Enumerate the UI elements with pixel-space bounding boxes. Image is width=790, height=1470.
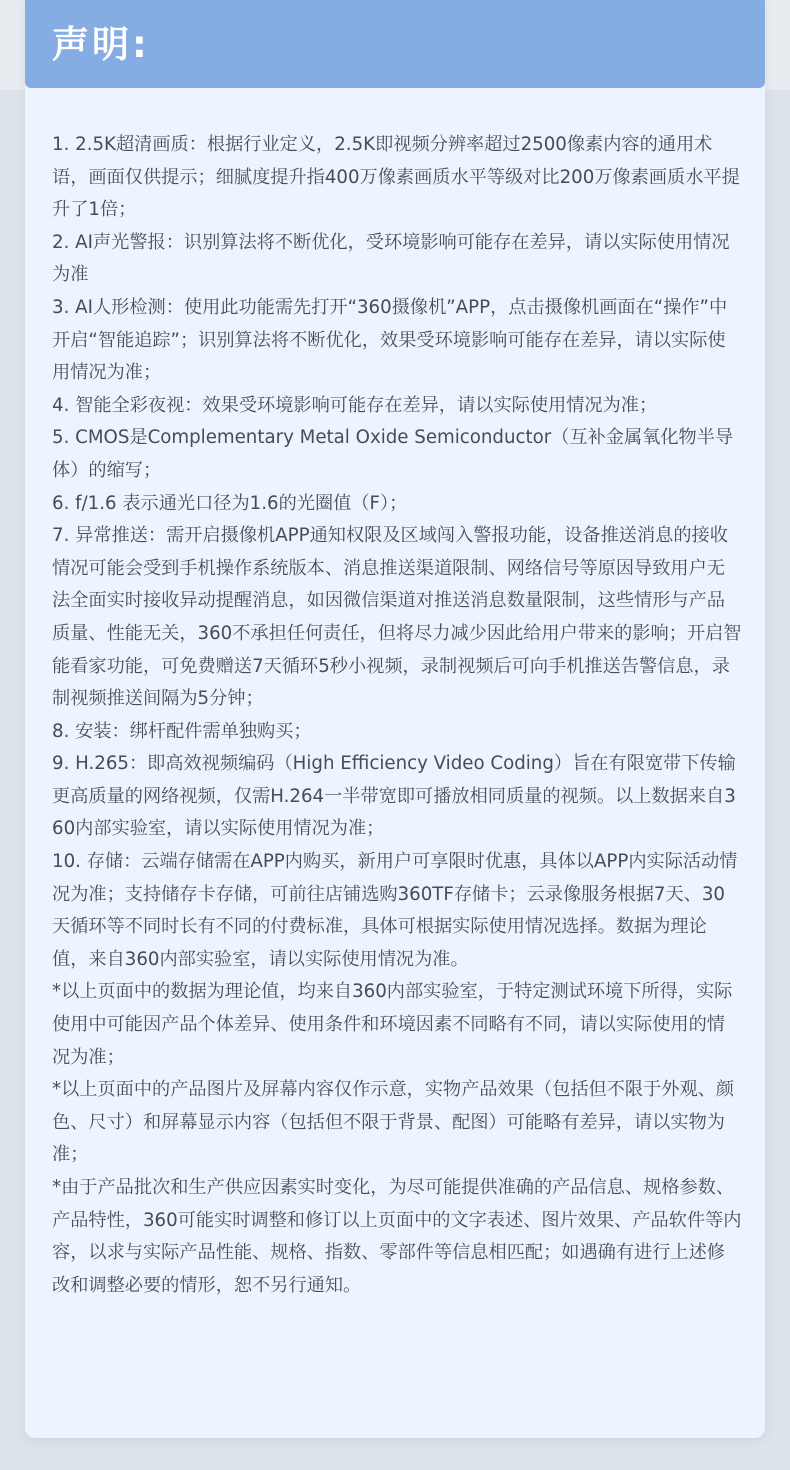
disclaimer-header [25, 0, 765, 88]
disclaimer-item-2: 2. AI声光警报：识别算法将不断优化，受环境影响可能存在差异，请以实际使用情况为准 [52, 231, 730, 286]
disclaimer-item-3: 3. AI人形检测：使用此功能需先打开“360摄像机”APP，点击摄像机画面在“操作”中开启“智能追踪”；识别算法将不断优化，效果受环境影响可能存在差异，请以实际使用情况为准； [52, 296, 728, 384]
disclaimer-item-9: 9. H.265：即高效视频编码（High Efficiency Video Coding）旨在有限宽带下传输更高质量的网络视频，仅需H.264一半带宽即可播放相同质量的视频。以上数据来自360内部实验室，请以实际使用情况为准； [52, 753, 736, 840]
disclaimer-card [25, 0, 765, 1438]
disclaimer-item-1: 1. 2.5K超清画质：根据行业定义，2.5K即视频分辨率超过2500像素内容的通用术语，画面仅供提示；细腻度提升指400万像素画质水平等级对比200万像素画质水平提升了1倍； [52, 134, 740, 221]
disclaimer-item-8: 8. 安装：绑杆配件需单独购买； [52, 720, 312, 742]
disclaimer-item-4: 4. 智能全彩夜视：效果受环境影响可能存在差异，请以实际使用情况为准； [52, 394, 658, 416]
disclaimer-note-changes: *由于产品批次和生产供应因素实时变化，为尽可能提供准确的产品信息、规格参数、产品特性，360可能实时调整和修订以上页面中的文字表述、图片效果、产品软件等内容，以求与实际产品性能、规格、指数、零部件等信息相匹配；如遇确有进行上述修改和调整必要的情形，恕不另行通知。 [52, 1177, 742, 1296]
disclaimer-content [25, 88, 765, 1302]
disclaimer-note-images: *以上页面中的产品图片及屏幕内容仅作示意，实物产品效果（包括但不限于外观、颜色、尺寸）和屏幕显示内容（包括但不限于背景、配图）可能略有差异，请以实物为准； [52, 1079, 735, 1166]
disclaimer-title: 声明: [52, 23, 150, 66]
disclaimer-item-10: 10. 存储：云端存储需在APP内购买，新用户可享限时优惠，具体以APP内实际活动情况为准；支持储存卡存储，可前往店铺选购360TF存储卡；云录像服务根据7天、30天循环等不同时长有不同的付费标准，具体可根据实际使用情况选择。数据为理论值，来自360内部实验室，请以实际使用情况为准。 [52, 851, 738, 970]
disclaimer-item-7: 7. 异常推送：需开启摄像机APP通知权限及区域闯入警报功能，设备推送消息的接收情况可能会受到手机操作系统版本、消息推送渠道限制、网络信号等原因导致用户无法全面实时接收异动提醒消息，如因微信渠道对推送消息数量限制，这些情形与产品质量、性能无关，360不承担任何责任，但将尽力减少因此给用户带来的影响；开启智能看家功能，可免费赠送7天循环5秒小视频，录制视频后可向手机推送告警信息，录制视频推送间隔为5分钟； [52, 525, 742, 710]
disclaimer-item-5: 5. CMOS是Complementary Metal Oxide Semiconductor（互补金属氧化物半导体）的缩写； [52, 427, 734, 481]
disclaimer-item-6: 6. f/1.6 表示通光口径为1.6的光圈值（F）； [52, 492, 408, 514]
disclaimer-note-data: *以上页面中的数据为理论值，均来自360内部实验室，于特定测试环境下所得，实际使用中可能因产品个体差异、使用条件和环境因素不同略有不同，请以实际使用的情况为准； [52, 981, 733, 1068]
